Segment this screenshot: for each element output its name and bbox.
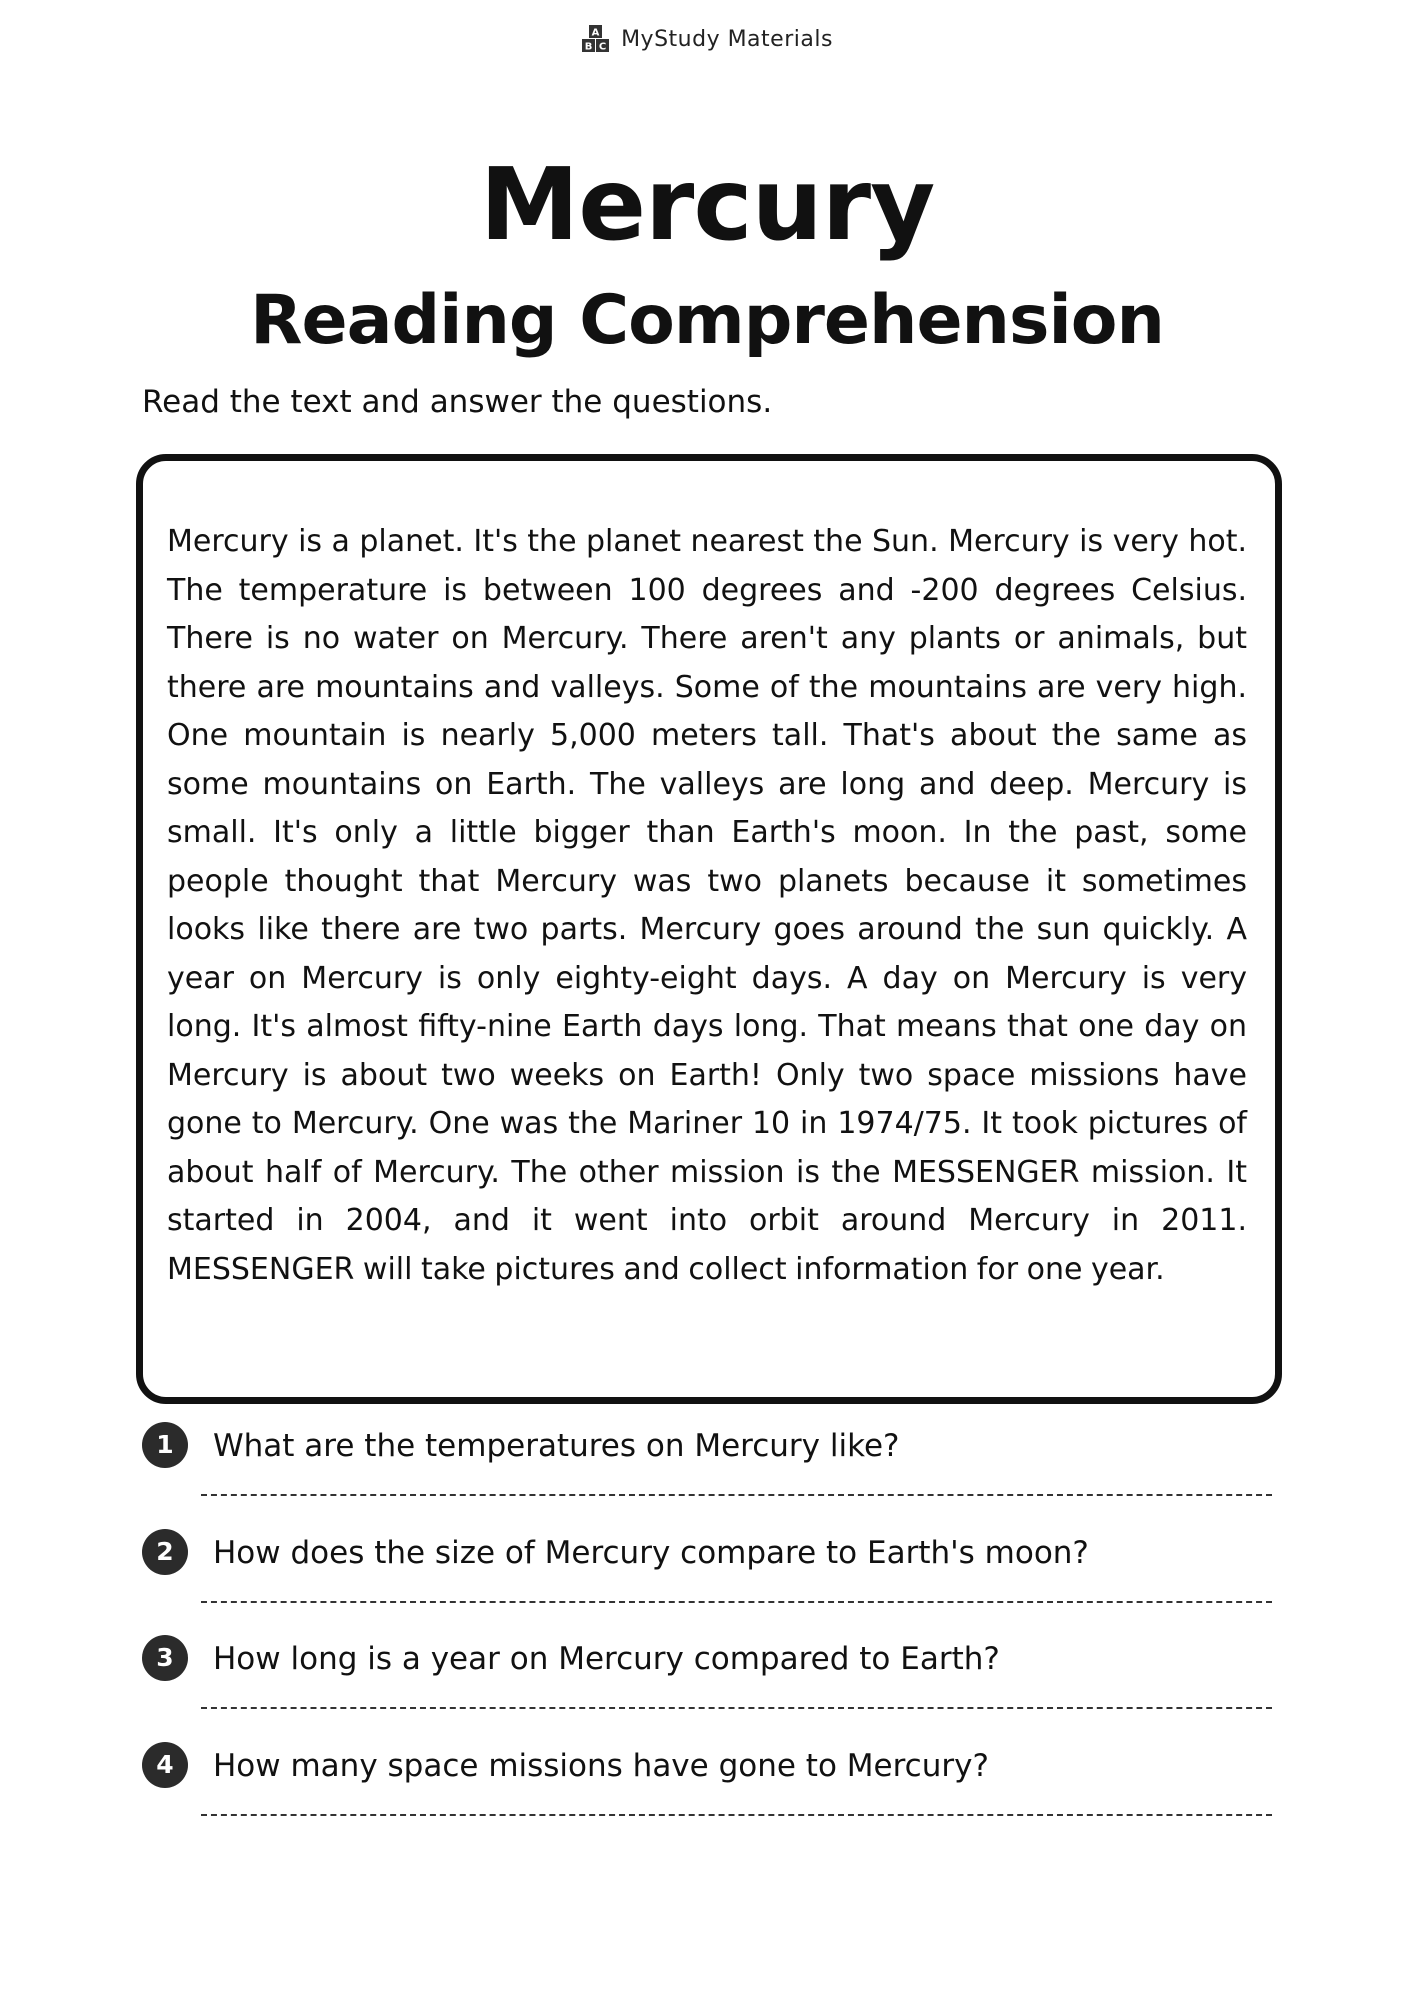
- question-text: How does the size of Mercury compare to Earth's moon?: [213, 1535, 1089, 1571]
- page-title: Mercury: [479, 146, 935, 263]
- question-3: [142, 1635, 1282, 1715]
- question-text: How many space missions have gone to Mercury?: [213, 1748, 989, 1784]
- question-2: [142, 1529, 1282, 1609]
- brand-header: [0, 24, 1414, 54]
- abc-blocks-icon: [581, 24, 611, 54]
- question-text: How long is a year on Mercury compared to Earth?: [213, 1641, 1000, 1677]
- question-text: What are the temperatures on Mercury like?: [213, 1428, 900, 1464]
- abc-letter-c: C: [598, 41, 607, 53]
- page-subtitle: Reading Comprehension: [250, 281, 1164, 360]
- abc-letter-a: A: [591, 27, 600, 39]
- question-1: [142, 1422, 1282, 1502]
- question-number-badge: 3: [142, 1635, 188, 1681]
- answer-line[interactable]: [201, 1707, 1272, 1709]
- instructions-text: Read the text and answer the questions.: [142, 384, 773, 420]
- answer-line[interactable]: [201, 1494, 1272, 1496]
- passage-text: Mercury is a planet. It's the planet nearest the Sun. Mercury is very hot. The temperature is between 100 degrees and -200 degrees Celsius. There is no water on Mercury. There aren't any plants or animals, but there are mountains and valleys. Some of the mountains are very high. One mountain is nearly 5,000 meters tall. That's about the same as some mountains on Earth. The valleys are long and deep. Mercury is small. It's only a little bigger than Earth's moon. In the past, some people thought that Mercury was two planets because it sometimes looks like there are two parts. Mercury goes around the sun quickly. A year on Mercury is only eighty-eight days. A day on Mercury is very long. It's almost fifty-nine Earth days long. That means that one day on Mercury is about two weeks on Earth! Only two space missions have gone to Mercury. One was the Mariner 10 in 1974/75. It took pictures of about half of Mercury. The other mission is the MESSENGER mission. It started in 2004, and it went into orbit around Mercury in 2011. MESSENGER will take pictures and collect information for one year.: [167, 524, 1247, 1287]
- answer-line[interactable]: [201, 1814, 1272, 1816]
- answer-line[interactable]: [201, 1601, 1272, 1603]
- question-4: [142, 1742, 1282, 1822]
- question-number-badge: 4: [142, 1742, 188, 1788]
- question-number-badge: 1: [142, 1422, 188, 1468]
- brand-name: MyStudy Materials: [621, 26, 833, 52]
- abc-letter-b: B: [584, 41, 593, 53]
- question-number-badge: 2: [142, 1529, 188, 1575]
